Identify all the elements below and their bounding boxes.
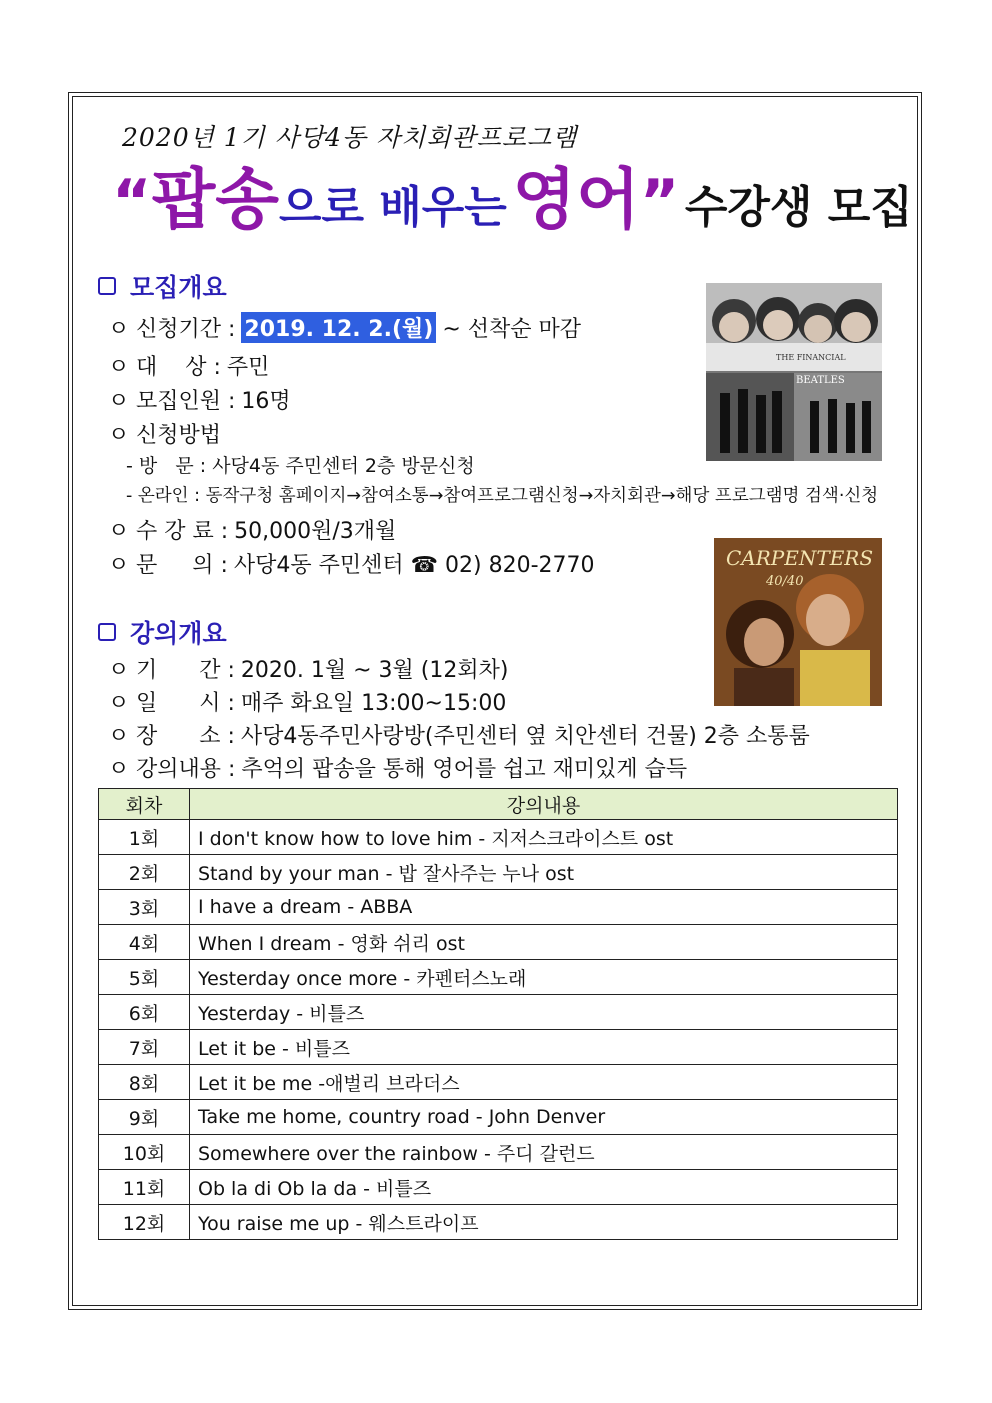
program-subtitle: 2020년 1기 사당4동 자치회관프로그램 [122, 123, 578, 152]
content-cell: Let it be - 비틀즈 [190, 1030, 898, 1065]
beatles-photo-art [706, 283, 882, 461]
session-cell: 3회 [99, 890, 190, 925]
recruit-contact-value: 사당4동 주민센터 ☎ 02) 820-2770 [233, 553, 595, 578]
table-row [99, 820, 898, 855]
beatles-photo [706, 283, 882, 461]
bullet-icon: ㅇ [108, 355, 130, 380]
recruit-method-row [108, 418, 221, 449]
recruit-fee-label: 수 강 료 : [136, 519, 229, 544]
table-header-row [99, 789, 898, 820]
session-cell: 9회 [99, 1100, 190, 1135]
title-learning: 으로 배우는 [278, 182, 507, 233]
title-popsong: 팝송 [151, 161, 279, 238]
recruit-count-row [108, 384, 291, 415]
content-cell: Yesterday once more - 카펜터스노래 [190, 960, 898, 995]
beatles-photo-newspaper-text: THE FINANCIAL [776, 353, 846, 362]
table-row [99, 1135, 898, 1170]
header-session: 회차 [99, 789, 190, 820]
recruit-fee-row [108, 514, 396, 545]
recruit-target-value: 주민 [226, 355, 270, 380]
recruit-online-line: - 온라인 : 동작구청 홈페이지→참여소통→참여프로그램신청→자치회관→해당 프로그램명 검색·신청 [126, 486, 879, 506]
bullet-icon: ㅇ [108, 658, 130, 683]
title-close-quote: ” [639, 167, 680, 237]
checkbox-square-icon [98, 623, 116, 641]
lecture-period-row [108, 653, 508, 684]
recruit-count-label: 모집인원 : [136, 389, 236, 414]
session-cell: 2회 [99, 855, 190, 890]
content-cell: Ob la di Ob la da - 비틀즈 [190, 1170, 898, 1205]
table-row [99, 1065, 898, 1100]
content-cell: You raise me up - 웨스트라이프 [190, 1205, 898, 1240]
table-row [99, 855, 898, 890]
content-cell: When I dream - 영화 쉬리 ost [190, 925, 898, 960]
recruit-period-value: 2019. 12. 2.(월) [241, 312, 436, 343]
table-row [99, 890, 898, 925]
session-cell: 12회 [99, 1205, 190, 1240]
table-row [99, 925, 898, 960]
session-cell: 8회 [99, 1065, 190, 1100]
session-cell: 6회 [99, 995, 190, 1030]
recruit-count-value: 16명 [241, 389, 291, 414]
checkbox-square-icon [98, 277, 116, 295]
recruit-method-label: 신청방법 [136, 423, 222, 448]
session-cell: 1회 [99, 820, 190, 855]
title-english: 영어 [512, 161, 640, 238]
recruit-visit-line: - 방 문 : 사당4동 주민센터 2층 방문신청 [126, 455, 475, 477]
content-cell: Somewhere over the rainbow - 주디 갈런드 [190, 1135, 898, 1170]
page-title [112, 160, 913, 257]
content-cell: I don't know how to love him - 지저스크라이스트 ost [190, 820, 898, 855]
session-cell: 11회 [99, 1170, 190, 1205]
bullet-icon: ㅇ [108, 389, 130, 414]
bullet-icon: ㅇ [108, 691, 130, 716]
recruit-heading [98, 268, 227, 304]
content-cell: Stand by your man - 밥 잘사주는 누나 ost [190, 855, 898, 890]
content-cell: Yesterday - 비틀즈 [190, 995, 898, 1030]
recruit-contact-label: 문 의 : [136, 553, 228, 578]
lecture-place-value: 사당4동주민사랑방(주민센터 옆 치안센터 건물) 2층 소통룸 [240, 724, 810, 749]
session-cell: 10회 [99, 1135, 190, 1170]
table-row [99, 1205, 898, 1240]
bullet-icon: ㅇ [108, 553, 130, 578]
recruit-contact-row [108, 548, 595, 579]
content-cell: I have a dream - ABBA [190, 890, 898, 925]
lecture-content-row [108, 752, 687, 783]
recruit-period-label: 신청기간 : [136, 317, 236, 342]
recruit-heading-text: 모집개요 [130, 273, 227, 302]
lecture-time-row [108, 686, 506, 717]
bullet-icon: ㅇ [108, 317, 130, 342]
lecture-place-row [108, 719, 810, 750]
table-row [99, 1030, 898, 1065]
curriculum-table [98, 788, 898, 1240]
lecture-place-label: 장 소 : [136, 724, 235, 749]
recruit-target-row [108, 350, 269, 381]
content-cell: Take me home, country road - John Denver [190, 1100, 898, 1135]
lecture-period-label: 기 간 : [136, 658, 235, 683]
bullet-icon: ㅇ [108, 724, 130, 749]
carpenters-photo [714, 538, 882, 706]
lecture-time-label: 일 시 : [136, 691, 235, 716]
session-cell: 7회 [99, 1030, 190, 1065]
lecture-content-value: 추억의 팝송을 통해 영어를 쉽고 재미있게 습득 [241, 757, 688, 782]
bullet-icon: ㅇ [108, 519, 130, 544]
beatles-photo-logo: BEATLES [796, 375, 845, 386]
title-open-quote: “ [112, 167, 152, 237]
title-recruit: 수강생 모집 [684, 182, 913, 233]
header-content: 강의내용 [190, 789, 898, 820]
carpenters-sub: 40/40 [766, 574, 804, 589]
lecture-heading [98, 614, 227, 650]
carpenters-logo: CARPENTERS [726, 546, 874, 570]
lecture-content-label: 강의내용 : [136, 757, 236, 782]
session-cell: 4회 [99, 925, 190, 960]
recruit-period-row [108, 312, 581, 343]
bullet-icon: ㅇ [108, 423, 130, 448]
recruit-period-suffix: ~ 선착순 마감 [442, 317, 582, 342]
recruit-fee-value: 50,000원/3개월 [234, 519, 397, 544]
lecture-period-value: 2020. 1월 ~ 3월 (12회차) [240, 658, 509, 683]
session-cell: 5회 [99, 960, 190, 995]
table-row [99, 1100, 898, 1135]
table-row [99, 1170, 898, 1205]
bullet-icon: ㅇ [108, 757, 130, 782]
recruit-target-label: 대 상 : [136, 355, 221, 380]
table-row [99, 960, 898, 995]
lecture-heading-text: 강의개요 [130, 619, 227, 648]
table-row [99, 995, 898, 1030]
lecture-time-value: 매주 화요일 13:00~15:00 [240, 691, 507, 716]
content-cell: Let it be me -애벌리 브라더스 [190, 1065, 898, 1100]
